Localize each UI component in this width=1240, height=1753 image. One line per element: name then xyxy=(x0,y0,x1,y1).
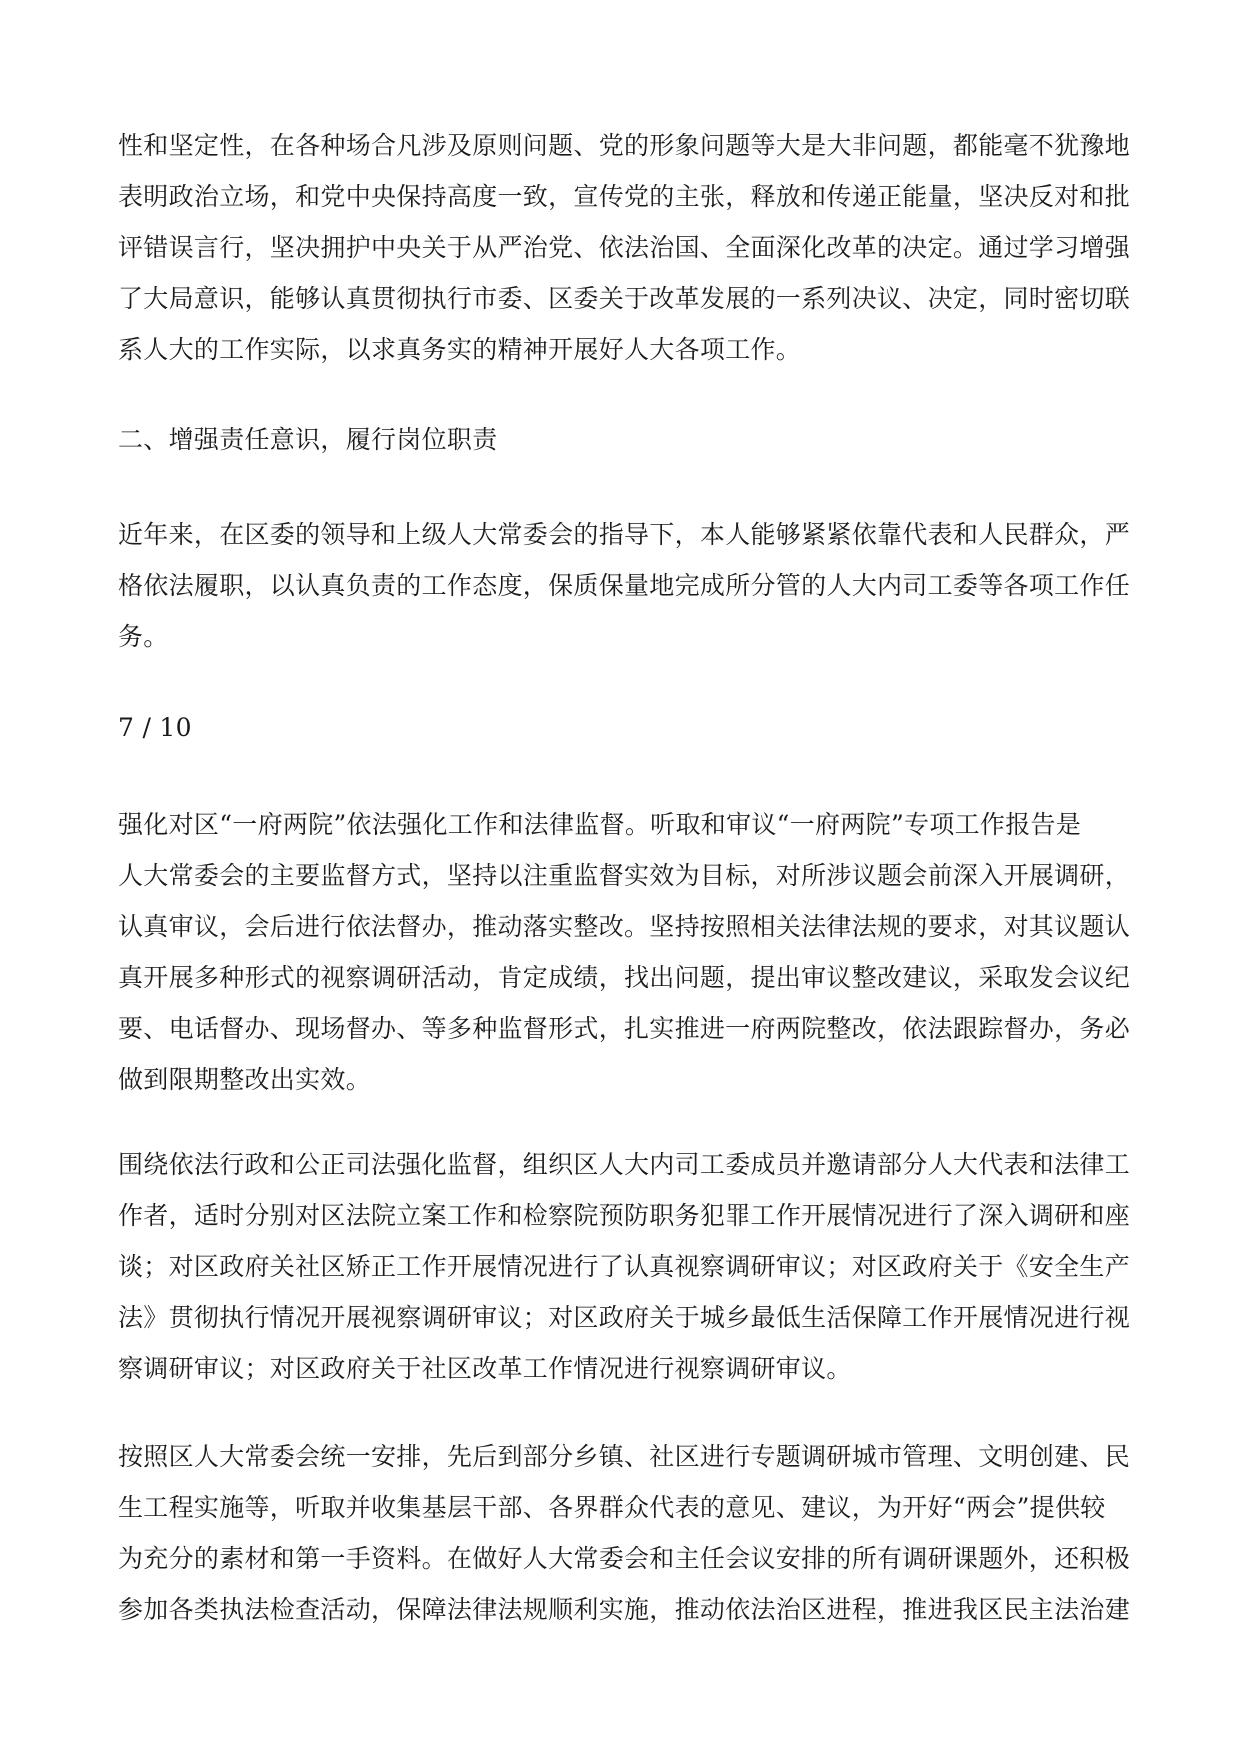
paragraph-supervision xyxy=(118,799,1131,1105)
text-line: 系人大的工作实际，以求真务实的精神开展好人大各项工作。 xyxy=(118,335,802,364)
page-number-text: 7 / 10 xyxy=(118,713,192,742)
paragraph-continuation xyxy=(118,120,1131,375)
text-line: 参加各类执法检查活动，保障法律法规顺利实施，推动依法治区进程，推进我区民主法治建 xyxy=(118,1595,1131,1624)
paragraph-research xyxy=(118,1431,1131,1635)
text-line: 谈；对区政府关社区矫正工作开展情况进行了认真视察调研审议；对区政府关于《安全生产 xyxy=(118,1252,1131,1281)
text-line: 为充分的素材和第一手资料。在做好人大常委会和主任会议安排的所有调研课题外，还积极 xyxy=(118,1544,1131,1573)
text-line: 按照区人大常委会统一安排，先后到部分乡镇、社区进行专题调研城市管理、文明创建、民 xyxy=(118,1442,1131,1471)
paragraph-judicial xyxy=(118,1139,1131,1394)
text-line: 表明政治立场，和党中央保持高度一致，宣传党的主张，释放和传递正能量，坚决反对和批 xyxy=(118,182,1131,211)
text-line: 认真审议，会后进行依法督办，推动落实整改。坚持按照相关法律法规的要求，对其议题认 xyxy=(118,912,1131,941)
text-line: 格依法履职，以认真负责的工作态度，保质保量地完成所分管的人大内司工委等各项工作任 xyxy=(118,571,1131,600)
text-line: 作者，适时分别对区法院立案工作和检察院预防职务犯罪工作开展情况进行了深入调研和座 xyxy=(118,1201,1131,1230)
text-line: 生工程实施等，听取并收集基层干部、各界群众代表的意见、建议，为开好“两会”提供较 xyxy=(118,1493,1106,1522)
text-line: 务。 xyxy=(118,622,169,651)
section-heading-text: 二、增强责任意识，履行岗位职责 xyxy=(118,425,498,454)
text-line: 性和坚定性，在各种场合凡涉及原则问题、党的形象问题等大是大非问题，都能毫不犹豫地 xyxy=(118,131,1131,160)
text-line: 近年来，在区委的领导和上级人大常委会的指导下，本人能够紧紧依靠代表和人民群众，严 xyxy=(118,520,1131,549)
text-line: 察调研审议；对区政府关于社区改革工作情况进行视察调研审议。 xyxy=(118,1354,852,1383)
text-line: 围绕依法行政和公正司法强化监督，组织区人大内司工委成员并邀请部分人大代表和法律工 xyxy=(118,1150,1131,1179)
page-number xyxy=(118,702,1122,753)
text-line: 做到限期整改出实效。 xyxy=(118,1065,372,1094)
text-line: 真开展多种形式的视察调研活动，肯定成绩，找出问题，提出审议整改建议，采取发会议纪 xyxy=(118,963,1131,992)
text-line: 要、电话督办、现场督办、等多种监督形式，扎实推进一府两院整改，依法跟踪督办，务必 xyxy=(118,1014,1131,1043)
text-line: 评错误言行，坚决拥护中央关于从严治党、依法治国、全面深化改革的决定。通过学习增强 xyxy=(118,233,1131,262)
paragraph-intro xyxy=(118,509,1131,662)
section-heading xyxy=(118,414,1122,465)
text-line: 法》贯彻执行情况开展视察调研审议；对区政府关于城乡最低生活保障工作开展情况进行视 xyxy=(118,1303,1131,1332)
text-line: 人大常委会的主要监督方式，坚持以注重监督实效为目标，对所涉议题会前深入开展调研， xyxy=(118,861,1131,890)
text-line: 了大局意识，能够认真贯彻执行市委、区委关于改革发展的一系列决议、决定，同时密切联 xyxy=(118,284,1131,313)
text-line: 强化对区“一府两院”依法强化工作和法律监督。听取和审议“一府两院”专项工作报告是 xyxy=(118,810,1082,839)
